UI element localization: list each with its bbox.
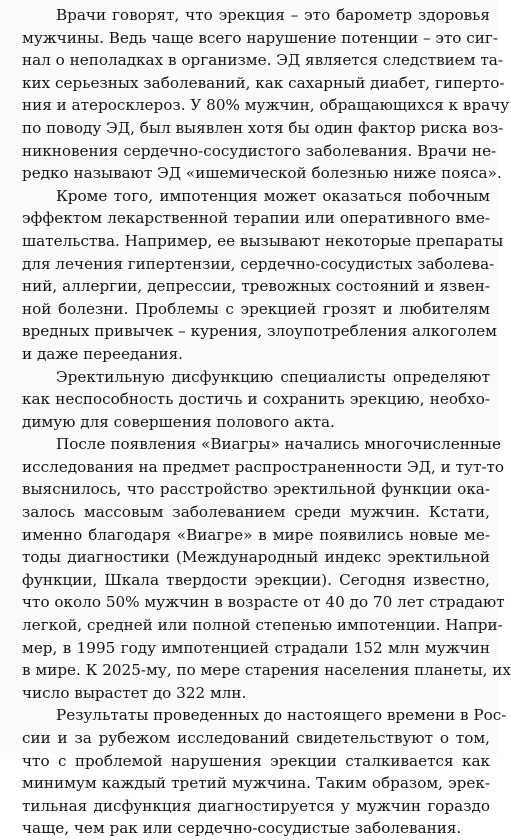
text-line: шательства. Например, ее вызывают некоторые препараты xyxy=(22,231,504,250)
text-line: никновения сердечно-сосудистого заболевания. Врачи не- xyxy=(22,141,497,160)
text-line: ких серьезных заболеваний, как сахарный диабет, гиперто- xyxy=(22,73,505,92)
paragraph xyxy=(22,185,504,366)
text-line: для лечения гипертензии, сердечно-сосудистых заболева- xyxy=(22,254,495,273)
text-line: ний, аллергии, депрессии, тревожных состояний и язвен- xyxy=(22,277,490,296)
text-line: как неспособность достичь и сохранить эрекцию, необхо- xyxy=(22,390,490,409)
text-line: Эректильную дисфункцию специалисты определяют xyxy=(56,367,490,386)
text-line: мужчины. Ведь чаще всего нарушение потенции – это сиг- xyxy=(22,28,498,47)
paragraph xyxy=(22,4,510,185)
text-line: исследования на предмет распространенности ЭД, и тут-то xyxy=(22,457,505,476)
text-line: нал о неполадках в организме. ЭД является следствием та- xyxy=(22,51,503,70)
text-line: вредных привычек – курения, злоупотребления алкоголем xyxy=(22,322,497,341)
text-line: чаще, чем рак или сердечно-сосудистые заболевания. xyxy=(22,819,462,838)
text-line: ной болезни. Проблемы с эрекцией грозят и любителям xyxy=(22,299,490,318)
text-line: что около 50% мужчин в возрасте от 40 до 70 лет страдают xyxy=(22,593,505,612)
text-line: ния и атеросклероз. У 80% мужчин, обращающихся к врачу xyxy=(22,96,510,115)
text-line: выяснилось, что расстройство эректильной функции ока- xyxy=(22,480,490,499)
text-line: легкой, средней или полной степенью импотенции. Напри- xyxy=(22,616,503,635)
text-line: минимум каждый третий мужчина. Таким образом, эрек- xyxy=(22,774,490,793)
text-line: сии и за рубежом исследований свидетельствуют о том, xyxy=(22,729,490,747)
paragraph xyxy=(22,433,511,704)
text-line: редко называют ЭД «ишемической болезнью ниже пояса». xyxy=(22,164,502,183)
body-text xyxy=(22,4,511,840)
text-line: число вырастет до 322 млн. xyxy=(22,683,247,702)
text-line: залось массовым заболеванием среди мужчин. Кстати, xyxy=(22,503,490,522)
text-line: тильная дисфункция диагностируется у мужчин гораздо xyxy=(22,796,490,815)
text-line: Кроме того, импотенция может оказаться побочным xyxy=(56,186,490,205)
text-line: именно благодаря «Виагре» в мире появились новые ме- xyxy=(22,525,490,544)
text-line: что с проблемой нарушения эрекции сталкивается как xyxy=(22,751,490,770)
text-line: по поводу ЭД, был выявлен хотя бы один фактор риска воз- xyxy=(22,118,504,137)
paragraph xyxy=(22,704,507,840)
text-line: в мире. К 2025-му, по мере старения населения планеты, их xyxy=(22,661,511,680)
text-line: эффектом лекарственной терапии или оперативного вме- xyxy=(22,209,490,228)
text-line: тоды диагностики (Международный индекс эректильной xyxy=(22,548,490,567)
text-line: Результаты проведенных до настоящего времени в Рос- xyxy=(56,706,507,725)
text-line: мер, в 1995 году импотенцией страдали 152 млн мужчин xyxy=(22,638,490,657)
paragraph xyxy=(22,366,490,434)
text-line: функции, Шкала твердости эрекции). Сегодня известно, xyxy=(22,570,490,589)
text-line: и даже переедания. xyxy=(22,344,184,363)
text-line: Врачи говорят, что эрекция – это барометр здоровья xyxy=(56,6,490,24)
text-line: димую для совершения полового акта. xyxy=(22,412,335,431)
text-line: После появления «Виагры» начались многочисленные xyxy=(56,435,502,454)
